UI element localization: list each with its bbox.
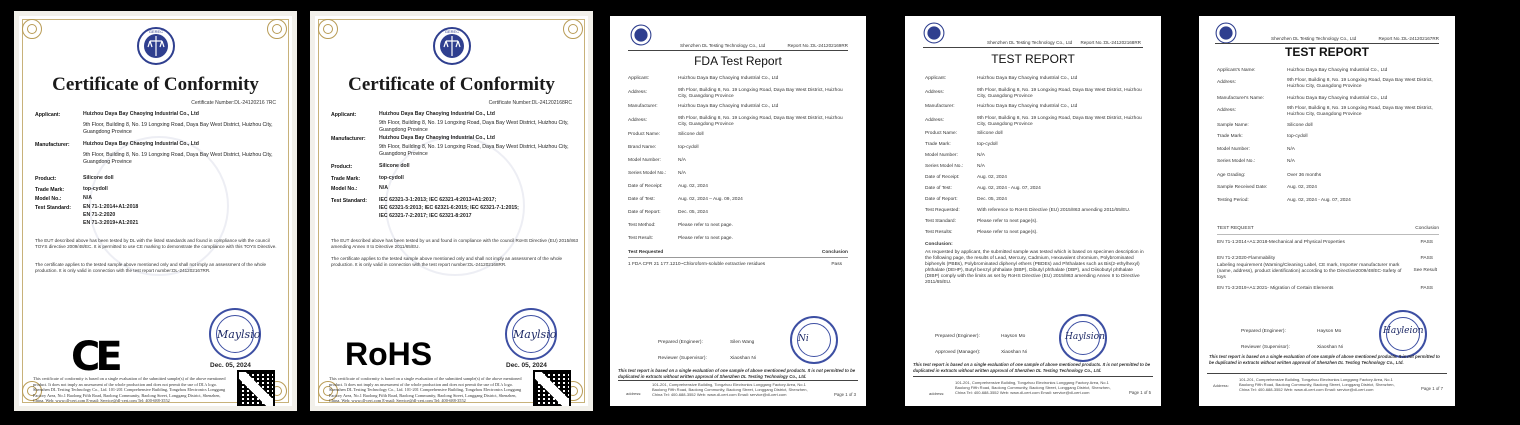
manufacturer-value: Huizhou Daya Bay Chaoying Industrial Co., Ltd bbox=[83, 141, 199, 147]
qr-code bbox=[533, 370, 571, 408]
table-row-result: Pass bbox=[831, 262, 842, 267]
stamp-date: Dec. 05, 2024 bbox=[506, 362, 547, 369]
certificate-number: Certificate Number:DL-24120216 7RC bbox=[191, 100, 276, 106]
trademark-value: top-cydoll bbox=[379, 175, 404, 181]
reviewer-label: Reviewer (Supervisor): bbox=[658, 356, 707, 361]
row-value: N/A bbox=[1287, 159, 1295, 164]
footer-rule bbox=[913, 376, 1153, 377]
footer-label: Address: bbox=[1213, 383, 1229, 388]
test-result: See Result bbox=[1413, 268, 1437, 273]
row-value: top-cydoll bbox=[678, 145, 699, 150]
model-label: Model No.: bbox=[35, 196, 62, 202]
header-company: Shenzhen DL Testing Technology Co., Ltd bbox=[1271, 36, 1357, 41]
rohs-certificate bbox=[310, 11, 593, 411]
certificate-footer: This certificate of conformity is based on a single evaluation of the submitted sample(s) of the above mentioned product. It does not imply an assessment of the whole production and does not permit the use of DL's logo. Shenzhen DL Testing Technology Co., Ltd. 101-201 Comprehensive Building, Tongzhou Electronics Longgang Factory Area, No.1 Baolong Fifth Road, Baolong Community, Baolong Street, Longgang District, Shenzhen, China. Web: www.dl-cert.com E-mail: Service@dl-cert.com Tel: 400-688-3552 bbox=[329, 376, 522, 404]
row-label: Date of Receipt: bbox=[628, 184, 663, 189]
row-value: Huizhou Daya Bay Chaoying Industrial Co., Ltd bbox=[977, 104, 1078, 109]
row-label: Model Number: bbox=[628, 158, 661, 163]
model-value: N/A bbox=[379, 185, 388, 191]
manufacturer-label: Manufacturer: bbox=[35, 142, 70, 148]
standard-value: IEC 62321-5:2013; IEC 62321-6:2015; IEC 62321-7-1:2015; bbox=[379, 205, 519, 211]
model-label: Model No.: bbox=[331, 186, 358, 192]
row-value: Please refer to next page(s). bbox=[977, 219, 1038, 224]
corner-ornament bbox=[20, 17, 46, 43]
disclaimer: This test report is based on a single evaluation of one sample of above mentioned products. It is not permitted to be duplicated in extracts without written approval of Shenzhen DL Testing Technology Co., Ltd. bbox=[913, 362, 1151, 373]
signature: Hayleion bbox=[1383, 326, 1424, 336]
certificate-footer: This certificate of conformity is based on a single evaluation of the submitted sample(s) of the above mentioned product. It does not imply an assessment of the whole production and does not permit the use of DL's logo. Shenzhen DL Testing Technology Co., Ltd. 101-201 Comprehensive Building, Tongzhou Electronics Longgang Factory Area, No.1 Baolong Fifth Road, Baolong Community, Baolong Street, Longgang District, Shenzhen, China. Web: www.dl-cert.com E-mail: Service@dl-cert.com Tel: 400-688-3552 bbox=[33, 376, 226, 404]
row-value: Silicone doll bbox=[678, 132, 704, 137]
row-label: Series Model No.: bbox=[925, 164, 964, 169]
row-label: Trade Mark: bbox=[1217, 134, 1243, 139]
conclusion-label: Conclusion: bbox=[925, 242, 953, 247]
signature: Maylsio bbox=[513, 328, 557, 341]
row-label: Series Model No.: bbox=[628, 171, 667, 176]
row-value: 9th Floor, Building 8, No. 19 Longxing Road, Daya Bay West District, Huizhou City, Guangdong Province bbox=[678, 116, 843, 127]
applicant-address: 9th Floor, Building 8, No. 19 Longxing Road, Daya Bay West District, Huizhou City, Guangdong Province bbox=[379, 120, 569, 133]
manufacturer-value: Huizhou Daya Bay Chaoying Industrial Co., Ltd bbox=[379, 135, 495, 141]
row-label: Address: bbox=[925, 118, 944, 123]
trademark-label: Trade Mark: bbox=[35, 187, 65, 193]
ce-certificate bbox=[14, 11, 297, 411]
prepared-name: Silen Wang bbox=[730, 340, 755, 345]
footer-address: 101-201, Comprehensive Building, Tongzhou Electronics Longgang Factory Area, No.1 Baolong Fifth Road, Baolong Community, Baolong Street, Longgang District, Shenzhen, China Tel: 400-688-3552 Web: www.dl-cert.com Email: service@dl-cert.com bbox=[652, 382, 808, 397]
report-title: FDA Test Report bbox=[694, 54, 782, 68]
compliance-statement: The EUT described above has been tested by DL with the listed standards and found in compliance with the council TOYS directive 2009/48/EC. It is permitted to use CE marking to demonstrate the compliance with this TOYS Directive. bbox=[35, 238, 277, 250]
row-value: Huizhou Daya Bay Chaoying Industrial Co., Ltd bbox=[678, 104, 779, 109]
row-label: Model Number: bbox=[925, 153, 958, 158]
justice-logo-icon bbox=[136, 26, 176, 66]
row-label: Address: bbox=[628, 118, 647, 123]
table-row: 1 FDA CFR 21 177.1210~Chloroform-soluble extractive residues bbox=[628, 262, 766, 267]
test-item: EN 71-2:2020-Flammability bbox=[1217, 256, 1276, 261]
corner-ornament bbox=[265, 17, 291, 43]
standard-value: EN 71-2:2020 bbox=[83, 212, 116, 218]
row-value: Huizhou Daya Bay Chaoying Industrial Co., Ltd bbox=[977, 76, 1078, 81]
row-value: Silicone doll bbox=[1287, 123, 1313, 128]
row-label: Sample Name: bbox=[1217, 123, 1249, 128]
footer-label: address: bbox=[929, 391, 945, 396]
row-value: N/A bbox=[1287, 147, 1295, 152]
reviewer-label: Reviewer (Supervisor): bbox=[1241, 345, 1290, 350]
footer-address: 101-201, Comprehensive Building, Tongzhou Electronics Longgang Factory Area, No.1 Baolong Fifth Road, Baolong Community, Baolong Street, Longgang District, Shenzhen, China Tel: 400-688-3552 Web: www.dl-cert.com Email: service@dl-cert.com bbox=[955, 380, 1111, 395]
row-label: Test Standard: bbox=[925, 219, 956, 224]
test-result: PASS bbox=[1420, 286, 1433, 291]
footer-address: 101-201, Comprehensive Building, Tongzhou Electronics Longgang Factory Area, No.1 Baolong Fifth Road, Baolong Community, Baolong Street, Longgang District, Shenzhen, China Tel: 400-688-3552 Web: www.dl-cert.com Email: service@dl-cert.com bbox=[1239, 377, 1395, 392]
report-title: TEST REPORT bbox=[991, 52, 1075, 66]
signature: Ni bbox=[798, 334, 809, 344]
row-label: Product Name: bbox=[925, 131, 957, 136]
row-label: Brand Name: bbox=[628, 145, 657, 150]
test-item: EN 71-3:2019+A1:2021- Migration of Certain Elements bbox=[1217, 286, 1334, 291]
certification-logo bbox=[432, 26, 472, 71]
applicant-label: Applicant: bbox=[331, 112, 357, 118]
reviewer-label: Approved (Manager): bbox=[935, 350, 981, 355]
table-header-conclusion: Conclusion bbox=[1415, 226, 1439, 231]
fda-test-report bbox=[610, 16, 866, 406]
rohs-mark: RoHS bbox=[345, 336, 433, 372]
standard-value: IEC 62321-7-2:2017; IEC 62321-8:2017 bbox=[379, 213, 472, 219]
certificate-title: Certificate of Conformity bbox=[52, 74, 259, 95]
prepared-label: Prepared (Engineer): bbox=[935, 334, 980, 339]
row-label: Date of Test: bbox=[628, 197, 655, 202]
row-label: Trade Mark: bbox=[925, 142, 951, 147]
row-value: Huizhou Daya Bay Chaoying Industrial Co., Ltd bbox=[1287, 96, 1388, 101]
trademark-value: top-cydoll bbox=[83, 186, 108, 192]
row-value: top-cydoll bbox=[1287, 134, 1308, 139]
certificate-number: Certificate Number:DL-241202168RC bbox=[488, 100, 572, 106]
ce-mark: CE bbox=[71, 334, 118, 380]
product-value: Silicone doll bbox=[83, 175, 114, 181]
justice-logo-icon bbox=[432, 26, 472, 66]
row-label: Address: bbox=[1217, 108, 1236, 113]
trademark-label: Trade Mark: bbox=[331, 176, 361, 182]
page-number: Page 1 of 3 bbox=[834, 392, 856, 397]
signature: Maylsio bbox=[217, 328, 261, 341]
product-label: Product: bbox=[35, 176, 57, 182]
stamp-date: Dec. 05, 2024 bbox=[210, 362, 251, 369]
row-label: Test Method: bbox=[628, 223, 656, 228]
model-value: N/A bbox=[83, 195, 92, 201]
row-label: Sample Received Date: bbox=[1217, 185, 1268, 190]
header-company: Shenzhen DL Testing Technology Co., Ltd bbox=[987, 40, 1073, 45]
standard-value: IEC 62321-3-1:2013; IEC 62321-4:2013+A1:2017; bbox=[379, 197, 497, 203]
row-value: Aug. 02, 2024 bbox=[678, 184, 708, 189]
header-report-no: Report No.:DL-241202169RR bbox=[787, 43, 848, 48]
reviewer-name: Xiaoshan Ni bbox=[1317, 345, 1343, 350]
certification-logo bbox=[136, 26, 176, 71]
row-label: Date of Report: bbox=[628, 210, 661, 215]
row-label: Product Name: bbox=[628, 132, 660, 137]
row-value: Aug. 02, 2024 bbox=[1287, 185, 1317, 190]
validity-statement: The certificate applies to the tested sample above mentioned only and shall not imply an assessment of the whole production. It is only valid in connection with the test report number:DL-241202167RR. bbox=[35, 262, 267, 274]
page-number: Page 1 of 7 bbox=[1421, 386, 1443, 391]
row-label: Applicant: bbox=[628, 76, 650, 81]
toys-test-report bbox=[1199, 16, 1455, 406]
reviewer-name: Xiaoshan Ni bbox=[1001, 350, 1027, 355]
row-value: 9th Floor, Building 8, No. 19 Longxing Road, Daya Bay West District, Huizhou City, Guangdong Province bbox=[1287, 78, 1433, 89]
row-label: Test Results: bbox=[925, 230, 953, 235]
footer-rule bbox=[1207, 373, 1447, 374]
qr-code bbox=[237, 370, 275, 408]
row-value: Silicone doll bbox=[977, 131, 1003, 136]
row-value: 9th Floor, Building 8, No. 19 Longxing Road, Daya Bay West District, Huizhou City, Guangdong Province bbox=[1287, 106, 1433, 117]
standard-label: Test Standard: bbox=[35, 205, 71, 211]
row-value: Aug. 02, 2024 - Aug. 07, 2024 bbox=[1287, 198, 1351, 203]
row-value: 9th Floor, Building 8, No. 19 Longxing Road, Daya Bay West District, Huizhou City, Guangdong Province bbox=[977, 88, 1142, 99]
test-result: PASS bbox=[1420, 240, 1433, 245]
applicant-label: Applicant: bbox=[35, 112, 61, 118]
table-header-conclusion: Conclusion bbox=[821, 250, 848, 255]
header-rule bbox=[628, 50, 848, 51]
row-value: Dec. 05, 2024 bbox=[977, 197, 1007, 202]
table-header: TEST REQUEST bbox=[1217, 226, 1254, 231]
test-item: Labeling requirement (Warning/Cleaning Label, CE mark, Importer manufacturer mark (name, address), product identification) according to the Directive2009/48/EC-Safety of toys bbox=[1217, 263, 1402, 280]
row-label: Date of Report: bbox=[925, 197, 958, 202]
row-value: Aug. 02, 2024 - Aug. 07, 2024 bbox=[977, 186, 1041, 191]
row-label: Manufacturer's Name: bbox=[1217, 96, 1265, 101]
row-label: Applicant's Name: bbox=[1217, 68, 1256, 73]
applicant-value: Huizhou Daya Bay Chaoying Industrial Co., Ltd bbox=[379, 111, 495, 117]
row-value: Huizhou Daya Bay Chaoying Industrial Co., Ltd bbox=[678, 76, 779, 81]
svg-text:GEREC: GEREC bbox=[148, 29, 163, 34]
row-label: Date of Test: bbox=[925, 186, 952, 191]
row-label: Manufacturer: bbox=[628, 104, 658, 109]
footer-rule bbox=[618, 380, 858, 381]
row-value: Over 36 months bbox=[1287, 173, 1322, 178]
row-label: Test Result: bbox=[628, 236, 654, 241]
row-label: Address: bbox=[1217, 80, 1236, 85]
product-label: Product: bbox=[331, 164, 353, 170]
row-label: Address: bbox=[925, 90, 944, 95]
table-rule bbox=[1217, 234, 1439, 235]
prepared-name: Hayson Mo bbox=[1317, 329, 1342, 334]
header-rule bbox=[1215, 43, 1439, 44]
prepared-name: Hayson Mo bbox=[1001, 334, 1026, 339]
row-label: Testing Period: bbox=[1217, 198, 1249, 203]
manufacturer-label: Manufacturer: bbox=[331, 136, 366, 142]
row-value: Please refer to next page(s). bbox=[977, 230, 1038, 235]
standard-value: EN 71-1:2014+A1:2018 bbox=[83, 204, 139, 210]
row-value: N/A bbox=[977, 153, 985, 158]
table-header: Test Requested bbox=[628, 250, 664, 255]
row-value: Dec. 05, 2024 bbox=[678, 210, 708, 215]
row-label: Date of Receipt: bbox=[925, 175, 960, 180]
row-value: Aug. 02, 2024 – Aug. 09, 2024 bbox=[678, 197, 743, 202]
test-item: EN 71-1:2014+A1:2018-Mechanical and Physical Properties bbox=[1217, 240, 1345, 245]
standard-value: EN 71-3:2019+A1:2021 bbox=[83, 220, 139, 226]
manufacturer-address: 9th Floor, Building 8, No. 19 Longxing Road, Daya Bay West District, Huizhou City, Guangdong Province bbox=[83, 152, 273, 165]
row-label: Address: bbox=[628, 90, 647, 95]
corner-ornament bbox=[316, 17, 342, 43]
row-value: N/A bbox=[678, 158, 686, 163]
test-result: PASS bbox=[1420, 256, 1433, 261]
header-report-no: Report No.:DL-241202167RR bbox=[1378, 36, 1439, 41]
row-label: Applicant: bbox=[925, 76, 947, 81]
row-label: Model Number: bbox=[1217, 147, 1250, 152]
row-value: N/A bbox=[678, 171, 686, 176]
certificate-title: Certificate of Conformity bbox=[348, 74, 555, 95]
svg-text:GEREC: GEREC bbox=[444, 29, 459, 34]
applicant-value: Huizhou Daya Bay Chaoying Industrial Co., Ltd bbox=[83, 111, 199, 117]
reviewer-name: Xiaoshan Ni bbox=[730, 356, 756, 361]
row-value: With reference to RoHS Directive (EU) 2015/863 amending 2011/65/EU. bbox=[977, 208, 1131, 213]
page-number: Page 1 of 5 bbox=[1129, 390, 1151, 395]
report-title: TEST REPORT bbox=[1284, 45, 1369, 59]
row-value: N/A bbox=[977, 164, 985, 169]
corner-ornament bbox=[561, 17, 587, 43]
validity-statement: The certificate applies to the tested sample above mentioned only and shall not imply an assessment of the whole production. It is only valid in connection with the test report number:DL-241202168RR. bbox=[331, 256, 563, 268]
prepared-label: Prepared (Engineer): bbox=[1241, 329, 1286, 334]
row-value: Aug. 02, 2024 bbox=[977, 175, 1007, 180]
disclaimer: This test report is based on a single evaluation of one sample of above mentioned products. It is not permitted to be duplicated in extracts without written approval of Shenzhen DL Testing Technology Co., Ltd. bbox=[1209, 354, 1440, 365]
header-company: Shenzhen DL Testing Technology Co., Ltd bbox=[680, 43, 766, 48]
prepared-label: Prepared (Engineer): bbox=[658, 340, 703, 345]
applicant-address: 9th Floor, Building 8, No. 19 Longxing Road, Daya Bay West District, Huizhou City, Guangdong Province bbox=[83, 122, 273, 135]
row-value: Please refer to next page. bbox=[678, 223, 733, 228]
row-value: 9th Floor, Building 8, No. 19 Longxing Road, Daya Bay West District, Huizhou City, Guangdong Province bbox=[977, 116, 1142, 127]
row-label: Series Model No.: bbox=[1217, 159, 1256, 164]
rohs-test-report bbox=[905, 16, 1161, 406]
row-label: Manufacturer: bbox=[925, 104, 955, 109]
disclaimer: This test report is based on a single evaluation of one sample of above mentioned products. It is not permitted to be duplicated in extracts without written approval of Shenzhen DL Testing Technology Co., Ltd. bbox=[618, 368, 856, 379]
row-value: Huizhou Daya Bay Chaoying Industrial Co., Ltd bbox=[1287, 68, 1388, 73]
conclusion-text: As requested by applicant, the submitted sample was tested which is based on specimen description in the following page, the results of Lead, Mercury, Cadmium, Hexavalent chromium, Polybrominated biphenyls (PBBs), Polybrominated diphenyl ethers (PBDEs) and Phthalates such as Bis(2-ethylhexyl) phthalate (DEHP), Butyl benzyl phthalate (BBP), Dibutyl phthalate (DBP), and Diisobutyl phthalate (DIBP) comply with the limits as set by RoHS Directive (EU) 2015/863 amending Annex II to Directive 2011/65/EU. bbox=[925, 250, 1144, 285]
row-label: Age Grading: bbox=[1217, 173, 1246, 178]
table-rule bbox=[628, 257, 848, 258]
row-value: 9th Floor, Building 8, No. 19 Longxing Road, Daya Bay West District, Huizhou City, Guangdong Province bbox=[678, 88, 843, 99]
compliance-statement: The EUT described above has been tested by us and found in compliance with the council RoHS Directive (EU) 2015/863 amending Annex II to Directive 2011/65/EU. bbox=[331, 238, 579, 250]
manufacturer-address: 9th Floor, Building 8, No. 19 Longxing Road, Daya Bay West District, Huizhou City, Guangdong Province bbox=[379, 144, 569, 157]
header-report-no: Report No.:DL-241202168RR bbox=[1080, 40, 1141, 45]
row-value: top-cydoll bbox=[977, 142, 998, 147]
header-rule bbox=[923, 47, 1143, 48]
standard-label: Test Standard: bbox=[331, 198, 367, 204]
signature: Haylsion bbox=[1065, 332, 1105, 342]
row-label: Test Requested: bbox=[925, 208, 960, 213]
product-value: Silicone doll bbox=[379, 163, 410, 169]
footer-label: address: bbox=[626, 391, 642, 396]
row-value: Please refer to next page. bbox=[678, 236, 733, 241]
